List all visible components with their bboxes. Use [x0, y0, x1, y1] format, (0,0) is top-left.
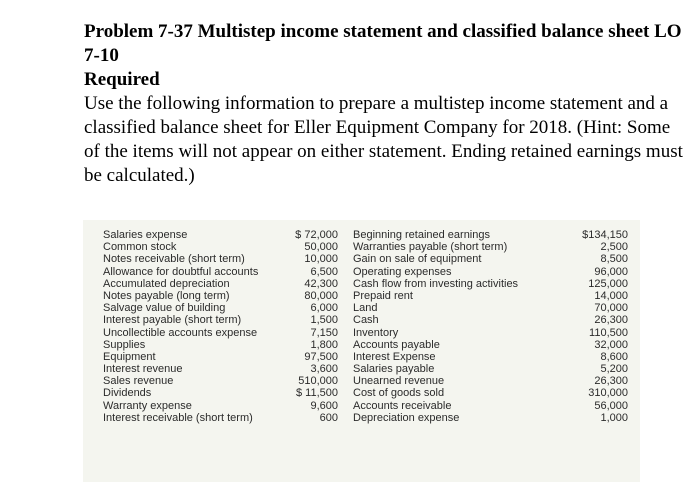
left-account-value: 6,000	[310, 302, 338, 315]
problem-title: Problem 7-37 Multistep income statement and classified balance sheet LO 7-10	[84, 21, 682, 66]
left-account-value: 1,800	[310, 338, 338, 351]
table-row	[83, 266, 640, 278]
right-account-value: 56,000	[594, 399, 628, 412]
table-row	[83, 314, 640, 326]
left-account-label: Salaries expense	[103, 229, 188, 241]
left-account-label: Interest receivable (short term)	[103, 411, 253, 424]
table-row	[83, 351, 640, 363]
left-account-value: 3,600	[310, 363, 338, 376]
required-heading: Required	[84, 69, 160, 90]
right-account-value: 8,500	[600, 253, 628, 266]
table-row	[83, 229, 640, 241]
table-row	[83, 400, 640, 412]
problem-prompt	[84, 20, 684, 188]
left-account-value: 50,000	[304, 241, 338, 254]
problem-instructions: Use the following information to prepare a multistep income statement and a classified balance sheet for Eller Equipment Company for 2018. (Hint: Some of the items will not appear on either statement. Ending retained earnings must be calculated.)	[84, 93, 683, 186]
table-row	[83, 327, 640, 339]
right-account-value: 70,000	[594, 302, 628, 315]
right-account-label: Accounts receivable	[353, 399, 452, 412]
left-account-label: Uncollectible accounts expense	[103, 326, 258, 339]
right-account-label: Interest Expense	[353, 350, 436, 363]
left-account-value: 10,000	[304, 253, 338, 266]
left-account-label: Equipment	[103, 350, 156, 363]
left-account-value: 42,300	[304, 277, 338, 290]
right-account-label: Cash flow from investing activities	[353, 277, 519, 290]
left-account-value: 9,600	[310, 399, 338, 412]
left-account-value: $ 11,500	[295, 387, 338, 400]
left-account-label: Notes receivable (short term)	[103, 253, 245, 266]
left-account-label: Common stock	[103, 241, 177, 254]
right-account-value: 5,200	[600, 363, 628, 376]
right-account-value: 1,000	[600, 411, 628, 424]
table-row	[83, 375, 640, 387]
right-account-label: Beginning retained earnings	[353, 229, 490, 241]
table-row	[83, 339, 640, 351]
left-account-value: 80,000	[304, 289, 338, 302]
left-account-label: Accumulated depreciation	[103, 277, 230, 290]
left-account-label: Sales revenue	[103, 375, 174, 388]
table-row	[83, 241, 640, 253]
left-account-label: Interest payable (short term)	[103, 314, 242, 327]
right-account-label: Accounts payable	[353, 338, 440, 351]
right-account-label: Warranties payable (short term)	[353, 241, 508, 254]
left-account-label: Notes payable (long term)	[103, 289, 230, 302]
right-account-label: Depreciation expense	[353, 411, 460, 424]
right-account-value: 310,000	[588, 387, 628, 400]
left-account-label: Interest revenue	[103, 363, 183, 376]
right-account-value: 2,500	[600, 241, 628, 254]
right-account-label: Cost of goods sold	[353, 387, 445, 400]
right-account-label: Salaries payable	[353, 363, 435, 376]
table-row	[83, 387, 640, 399]
left-account-label: Supplies	[103, 338, 146, 351]
right-account-value: 96,000	[594, 265, 628, 278]
left-account-value: 97,500	[304, 350, 338, 363]
table-row	[83, 302, 640, 314]
right-account-label: Unearned revenue	[353, 375, 445, 388]
left-account-value: 600	[319, 411, 338, 424]
left-account-value: 1,500	[310, 314, 338, 327]
right-account-label: Operating expenses	[353, 265, 452, 278]
right-account-value: $134,150	[582, 229, 628, 241]
right-account-value: 26,300	[594, 314, 628, 327]
right-account-label: Inventory	[353, 326, 399, 339]
account-data-table	[83, 220, 640, 482]
table-row	[83, 363, 640, 375]
right-account-value: 8,600	[600, 350, 628, 363]
table-row	[83, 253, 640, 265]
right-account-label: Cash	[353, 314, 379, 327]
right-account-value: 14,000	[594, 289, 628, 302]
table-row	[83, 290, 640, 302]
left-account-value: 6,500	[310, 265, 338, 278]
right-account-value: 32,000	[594, 338, 628, 351]
left-account-value: $ 72,000	[295, 229, 338, 241]
right-account-value: 125,000	[588, 277, 628, 290]
table-row	[83, 278, 640, 290]
right-account-value: 26,300	[594, 375, 628, 388]
right-account-value: 110,500	[589, 326, 628, 339]
right-account-label: Gain on sale of equipment	[353, 253, 482, 266]
left-account-label: Salvage value of building	[103, 302, 226, 315]
table-row	[83, 412, 640, 424]
left-account-label: Allowance for doubtful accounts	[103, 265, 259, 278]
right-account-label: Prepaid rent	[353, 289, 413, 302]
left-account-label: Dividends	[103, 387, 152, 400]
right-account-label: Land	[353, 302, 378, 315]
left-account-value: 7,150	[310, 326, 338, 339]
left-account-value: 510,000	[298, 375, 338, 388]
left-account-label: Warranty expense	[103, 399, 192, 412]
